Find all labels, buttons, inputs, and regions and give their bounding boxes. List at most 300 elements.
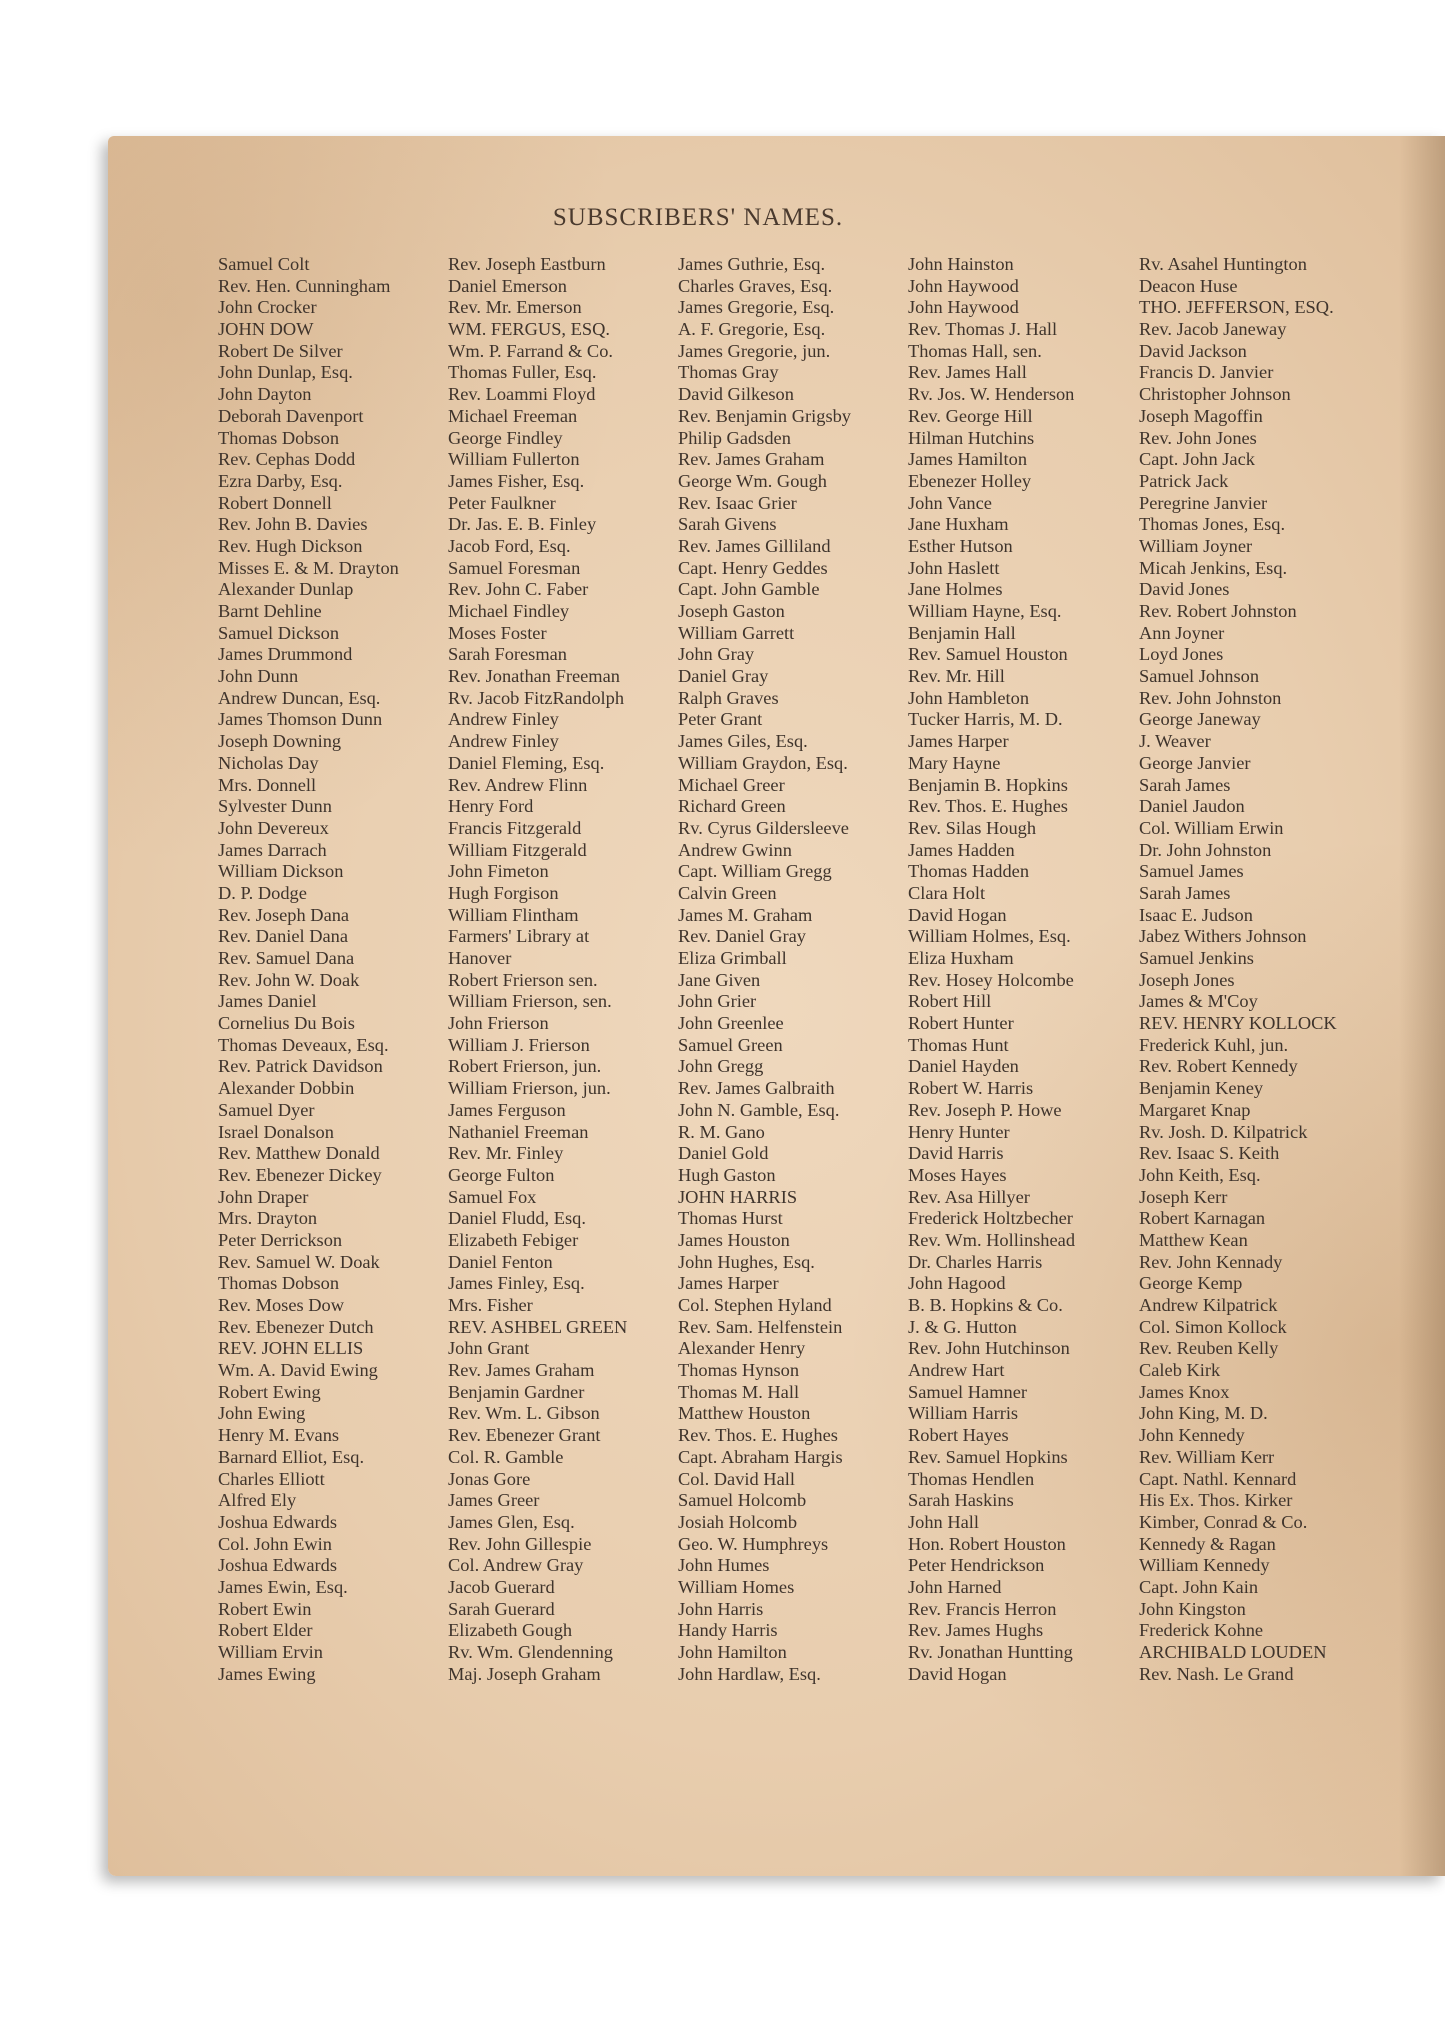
subscriber-name: Rev. Robert Johnston [1139, 601, 1297, 621]
subscriber-name: Samuel Colt [218, 254, 310, 274]
subscriber-name: Thomas Fuller, Esq. [448, 362, 597, 383]
subscriber-name: Rv. Asahel Huntington [1139, 254, 1307, 274]
subscriber-name: Sarah Guerard [448, 1598, 555, 1619]
subscriber-name: Andrew Finley [448, 731, 559, 752]
subscriber-name: Peregrine Janvier [1139, 492, 1268, 513]
subscriber-name: John N. Gamble, Esq. [678, 1099, 840, 1120]
subscriber-name: Sarah James [1139, 882, 1231, 903]
subscriber-name: John Ewing [218, 1403, 306, 1424]
subscriber-name: Rev. John Jones [1139, 427, 1257, 448]
subscriber-name: Rev. Samuel Houston [908, 644, 1068, 665]
subscriber-name: Frederick Holtzbecher [908, 1208, 1073, 1229]
subscriber-name: Samuel Green [678, 1034, 783, 1055]
subscriber-name: John Frierson [448, 1013, 549, 1034]
subscriber-name: JOHN DOW [218, 319, 314, 340]
subscriber-name: Daniel Fludd, Esq. [448, 1208, 586, 1229]
name-column-1 [218, 254, 450, 1685]
subscriber-name: Rev. James Graham [678, 449, 825, 470]
subscriber-name: John Vance [908, 492, 992, 513]
subscriber-name: Samuel Holcomb [678, 1490, 807, 1511]
subscriber-name: Col. Stephen Hyland [678, 1295, 832, 1315]
subscriber-name: Rev. Hugh Dickson [218, 535, 363, 556]
subscriber-name: Hugh Gaston [678, 1164, 776, 1185]
subscriber-name: James Ewing [218, 1663, 316, 1684]
subscriber-name: David Gilkeson [678, 384, 794, 405]
subscriber-name: Sylvester Dunn [218, 796, 332, 817]
subscriber-name: George Fulton [448, 1164, 555, 1185]
subscriber-name: Joseph Gaston [678, 601, 785, 621]
subscriber-name: William Dickson [218, 861, 344, 882]
subscriber-name: Thomas Hurst [678, 1208, 783, 1229]
subscriber-name: Joseph Kerr [1139, 1186, 1228, 1207]
subscriber-name: James Thomson Dunn [218, 709, 383, 730]
subscriber-name: Robert Frierson, jun. [448, 1056, 602, 1077]
subscriber-name: John Haywood [908, 297, 1019, 318]
subscriber-name: Mrs. Fisher [448, 1295, 533, 1315]
subscriber-name: Rev. Wm. L. Gibson [448, 1403, 600, 1424]
subscriber-name: Samuel Hamner [908, 1381, 1027, 1402]
subscriber-name: Jane Given [678, 969, 761, 990]
subscriber-name: Jabez Withers Johnson [1139, 926, 1307, 947]
subscriber-name: William Frierson, sen. [448, 991, 612, 1012]
subscriber-name: Eliza Grimball [678, 948, 787, 968]
subscriber-name: Frederick Kuhl, jun. [1139, 1034, 1289, 1055]
subscriber-name: John Hainston [908, 254, 1014, 274]
subscriber-name: Rev. Reuben Kelly [1139, 1338, 1279, 1359]
subscriber-name: Col. R. Gamble [448, 1446, 564, 1467]
subscriber-name: John Haywood [908, 275, 1019, 296]
subscriber-name: Rv. Jacob FitzRandolph [448, 687, 625, 708]
subscriber-name: Josiah Holcomb [678, 1511, 798, 1532]
subscriber-name: Alfred Ely [218, 1490, 297, 1511]
subscriber-name: WM. FERGUS, ESQ. [448, 319, 610, 340]
subscriber-name: Rev. John Johnston [1139, 687, 1282, 708]
subscriber-name: Eliza Huxham [908, 948, 1014, 968]
subscriber-name: Sarah Haskins [908, 1490, 1014, 1511]
subscriber-name: Rev. John Gillespie [448, 1533, 592, 1554]
subscriber-name: Benjamin Gardner [448, 1381, 585, 1402]
subscriber-name: Peter Faulkner [448, 492, 556, 513]
subscriber-name: Capt. Nathl. Kennard [1139, 1468, 1297, 1489]
subscriber-name: John Fimeton [448, 861, 549, 882]
name-column-5 [1139, 254, 1371, 1685]
subscriber-name: Rev. Mr. Hill [908, 666, 1005, 687]
subscriber-name: Wm. A. David Ewing [218, 1360, 378, 1381]
subscriber-name: George Kemp [1139, 1273, 1243, 1294]
subscriber-name: Rev. John Hutchinson [908, 1338, 1070, 1359]
subscriber-name: James Greer [448, 1490, 540, 1511]
subscriber-name: John Hagood [908, 1273, 1006, 1294]
subscriber-name: Rev. Joseph Eastburn [448, 254, 606, 274]
subscriber-name: William Garrett [678, 622, 795, 643]
subscriber-name: Israel Donalson [218, 1121, 334, 1142]
name-column-4 [908, 254, 1140, 1685]
subscriber-name: Rev. John W. Doak [218, 969, 360, 990]
subscriber-name: Andrew Duncan, Esq. [218, 687, 381, 708]
subscriber-name: Rev. James Gilliland [678, 535, 831, 556]
subscriber-name: Rv. Josh. D. Kilpatrick [1139, 1121, 1308, 1142]
subscriber-name: James Ferguson [448, 1099, 566, 1120]
subscriber-name: Hanover [448, 948, 512, 968]
subscriber-name: Matthew Kean [1139, 1229, 1248, 1250]
subscriber-name: Sarah Foresman [448, 644, 568, 665]
subscriber-name: Rev. Joseph Dana [218, 904, 350, 925]
subscriber-name: Joshua Edwards [218, 1555, 338, 1576]
subscriber-name: Francis Fitzgerald [448, 817, 582, 838]
subscriber-name: Caleb Kirk [1139, 1360, 1221, 1381]
subscriber-name: William Frierson, jun. [448, 1078, 611, 1099]
subscriber-name: Jonas Gore [448, 1468, 531, 1489]
subscriber-name: Robert Hunter [908, 1013, 1014, 1034]
subscriber-name: Rev. Benjamin Grigsby [678, 405, 851, 426]
subscriber-name: William Graydon, Esq. [678, 752, 848, 773]
subscriber-name: Robert Ewing [218, 1381, 321, 1402]
subscriber-name: Rev. Mr. Emerson [448, 297, 582, 318]
subscriber-name: Rev. Mr. Finley [448, 1143, 564, 1164]
subscriber-name: John Dunlap, Esq. [218, 362, 353, 383]
subscriber-name: Samuel James [1139, 861, 1244, 882]
subscriber-name: Dr. Jas. E. B. Finley [448, 514, 597, 535]
subscriber-name: William Flintham [448, 904, 579, 925]
subscriber-name: John Keith, Esq. [1139, 1164, 1261, 1185]
subscriber-name: Robert Elder [218, 1620, 313, 1641]
subscriber-name: William Joyner [1139, 535, 1253, 556]
subscriber-name: Jane Holmes [908, 579, 1003, 600]
subscriber-name: Rev. Thos. E. Hughes [908, 796, 1068, 817]
subscriber-name: David Hogan [908, 904, 1007, 925]
subscriber-name: Joseph Downing [218, 731, 342, 752]
subscriber-name: Rev. Thomas J. Hall [908, 319, 1058, 340]
subscriber-name: Alexander Henry [678, 1338, 806, 1359]
subscriber-name: John Hambleton [908, 687, 1030, 708]
subscriber-name: THO. JEFFERSON, ESQ. [1139, 297, 1334, 318]
subscriber-name: Robert Karnagan [1139, 1208, 1266, 1229]
subscriber-name: Col. Simon Kollock [1139, 1316, 1287, 1337]
subscriber-name: Henry Ford [448, 796, 534, 817]
subscriber-name: Robert W. Harris [908, 1078, 1034, 1099]
subscriber-name: Rev. Ebenezer Grant [448, 1425, 601, 1446]
subscriber-name: Robert Ewin [218, 1598, 312, 1619]
subscriber-name: B. B. Hopkins & Co. [908, 1295, 1063, 1315]
subscriber-name: Christopher Johnson [1139, 384, 1291, 405]
subscriber-name: Mrs. Donnell [218, 774, 317, 795]
subscriber-name: John Hughes, Esq. [678, 1251, 815, 1272]
subscriber-name: Deborah Davenport [218, 405, 364, 426]
subscriber-name: John Gregg [678, 1056, 764, 1077]
subscriber-name: Deacon Huse [1139, 275, 1238, 296]
subscriber-name: Jacob Ford, Esq. [448, 535, 571, 556]
subscriber-name: Thomas Hynson [678, 1360, 800, 1381]
subscriber-name: James Darrach [218, 839, 327, 860]
subscriber-name: George Janeway [1139, 709, 1261, 730]
subscriber-name: Misses E. & M. Drayton [218, 557, 399, 578]
subscriber-name: Andrew Hart [908, 1360, 1005, 1381]
subscriber-name: James Giles, Esq. [678, 731, 808, 752]
subscriber-name: Ralph Graves [678, 687, 779, 708]
subscriber-name: Charles Elliott [218, 1468, 325, 1489]
page-heading: SUBSCRIBERS' NAMES. [552, 204, 844, 231]
subscriber-name: Andrew Kilpatrick [1139, 1295, 1278, 1315]
subscriber-name: Barnard Elliot, Esq. [218, 1446, 365, 1467]
subscriber-name: Capt. John Gamble [678, 579, 820, 600]
subscriber-name: Rev. Cephas Dodd [218, 449, 356, 470]
subscriber-name: Daniel Jaudon [1139, 796, 1245, 817]
subscriber-name: Samuel Jenkins [1139, 948, 1254, 968]
subscriber-name: James Harper [678, 1273, 779, 1294]
subscriber-name: John Humes [678, 1555, 770, 1576]
subscriber-name: Benjamin B. Hopkins [908, 774, 1068, 795]
subscriber-name: David Jackson [1139, 340, 1247, 361]
subscriber-name: Rev. Joseph P. Howe [908, 1099, 1062, 1120]
subscriber-name: William Homes [678, 1576, 795, 1597]
subscriber-name: James Daniel [218, 991, 317, 1012]
subscriber-name: John Grant [448, 1338, 530, 1359]
subscriber-name: John Harned [908, 1576, 1002, 1597]
subscriber-name: Rev. Jacob Janeway [1139, 319, 1287, 340]
subscriber-name: William Hayne, Esq. [908, 601, 1062, 621]
subscriber-name: William J. Frierson [448, 1034, 590, 1055]
subscriber-name: Henry Hunter [908, 1121, 1010, 1142]
subscriber-name: John Dunn [218, 666, 299, 687]
subscriber-name: Thomas Gray [678, 362, 779, 383]
subscriber-name: Hon. Robert Houston [908, 1533, 1066, 1554]
subscriber-name: William Ervin [218, 1642, 323, 1662]
subscriber-name: Thomas Hendlen [908, 1468, 1035, 1489]
name-column-2 [448, 254, 680, 1685]
subscriber-name: Daniel Hayden [908, 1056, 1019, 1077]
subscriber-name: Rev. Isaac Grier [678, 492, 797, 513]
subscriber-name: James Ewin, Esq. [218, 1576, 348, 1597]
subscriber-name: Rev. Jonathan Freeman [448, 666, 620, 687]
subscriber-name: Rv. Cyrus Gildersleeve [678, 817, 849, 838]
subscriber-name: James Hadden [908, 839, 1015, 860]
subscriber-name: Rev. Moses Dow [218, 1295, 345, 1315]
subscriber-name: Thomas Hadden [908, 861, 1030, 882]
subscriber-name: William Fitzgerald [448, 839, 587, 860]
subscriber-name: John Greenlee [678, 1013, 784, 1034]
subscriber-name: Geo. W. Humphreys [678, 1533, 829, 1554]
subscriber-name: Peter Hendrickson [908, 1555, 1045, 1576]
subscriber-name: Cornelius Du Bois [218, 1013, 355, 1034]
subscriber-name: Daniel Fleming, Esq. [448, 752, 605, 773]
subscriber-name: Col. William Erwin [1139, 817, 1284, 838]
subscriber-name: Rev. Hen. Cunningham [218, 275, 391, 296]
subscriber-name: Rev. John C. Faber [448, 579, 589, 600]
subscriber-name: Matthew Houston [678, 1403, 811, 1424]
subscriber-name: Samuel Foresman [448, 557, 581, 578]
subscriber-name: James Houston [678, 1229, 790, 1250]
subscriber-name: Wm. P. Farrand & Co. [448, 340, 613, 361]
subscriber-name: Rv. Wm. Glendenning [448, 1642, 613, 1662]
page-edge-shading [1399, 136, 1445, 1876]
subscriber-name: Benjamin Keney [1139, 1078, 1264, 1099]
subscriber-name: Col. John Ewin [218, 1533, 332, 1554]
subscriber-name: Maj. Joseph Graham [448, 1663, 601, 1684]
subscriber-name: Michael Greer [678, 774, 785, 795]
subscriber-name: J. & G. Hutton [908, 1316, 1017, 1337]
subscriber-name: Dr. Charles Harris [908, 1251, 1043, 1272]
subscriber-name: Rev. Isaac S. Keith [1139, 1143, 1280, 1164]
subscriber-name: Philip Gadsden [678, 427, 791, 448]
subscriber-name: Andrew Finley [448, 709, 559, 730]
subscriber-name: Ezra Darby, Esq. [218, 470, 343, 491]
subscriber-name: Elizabeth Febiger [448, 1229, 579, 1250]
subscriber-name: Hugh Forgison [448, 882, 559, 903]
subscriber-name: John Draper [218, 1186, 309, 1207]
subscriber-name: John Harris [678, 1598, 764, 1619]
subscriber-name: Rev. Robert Kennedy [1139, 1056, 1298, 1077]
subscriber-name: Rev. James Hughs [908, 1620, 1044, 1641]
subscriber-name: Isaac E. Judson [1139, 904, 1253, 925]
subscriber-name: Kennedy & Ragan [1139, 1533, 1276, 1554]
subscriber-name: James Finley, Esq. [448, 1273, 585, 1294]
subscriber-name: Peter Derrickson [218, 1229, 343, 1250]
subscriber-name: Rv. Jos. W. Henderson [908, 384, 1075, 405]
subscriber-name: Thomas Hunt [908, 1034, 1009, 1055]
subscriber-name: Samuel Dyer [218, 1099, 315, 1120]
subscriber-name: John Kennedy [1139, 1425, 1245, 1446]
subscriber-name: John Hall [908, 1511, 980, 1532]
subscriber-name: Alexander Dunlap [218, 579, 354, 600]
subscriber-name: Rev. Hosey Holcombe [908, 969, 1074, 990]
subscriber-name: George Findley [448, 427, 563, 448]
subscriber-name: John Haslett [908, 557, 1000, 578]
subscriber-name: Rv. Jonathan Huntting [908, 1642, 1073, 1662]
subscriber-name: Rev. James Hall [908, 362, 1027, 383]
subscriber-name: Rev. James Galbraith [678, 1078, 835, 1099]
subscriber-name: James Gregorie, jun. [678, 340, 831, 361]
subscriber-name: David Jones [1139, 579, 1230, 600]
subscriber-name: Joseph Jones [1139, 969, 1235, 990]
subscriber-name: Joseph Magoffin [1139, 405, 1263, 426]
subscriber-name: Capt. John Kain [1139, 1576, 1259, 1597]
subscriber-name: Ebenezer Holley [908, 470, 1032, 491]
subscriber-name: J. Weaver [1139, 731, 1211, 752]
subscriber-name: Robert Donnell [218, 492, 332, 513]
subscriber-name: Rev. Francis Herron [908, 1598, 1057, 1619]
subscriber-name: Rev. Andrew Flinn [448, 774, 588, 795]
subscriber-name: John King, M. D. [1139, 1403, 1268, 1424]
subscriber-name: Thomas Hall, sen. [908, 340, 1042, 361]
subscriber-name: James M. Graham [678, 904, 813, 925]
subscriber-name: Rev. Silas Hough [908, 817, 1037, 838]
subscriber-name: Elizabeth Gough [448, 1620, 573, 1641]
subscriber-name: Rev. James Graham [448, 1360, 595, 1381]
subscriber-name: Frederick Kohne [1139, 1620, 1264, 1641]
subscriber-name: David Hogan [908, 1663, 1007, 1684]
subscriber-name: Capt. Abraham Hargis [678, 1446, 843, 1467]
subscriber-name: Samuel Fox [448, 1186, 537, 1207]
subscriber-name: Nicholas Day [218, 752, 319, 773]
subscriber-name: REV. JOHN ELLIS [218, 1338, 364, 1359]
subscriber-name: Joshua Edwards [218, 1511, 338, 1532]
subscriber-name: D. P. Dodge [218, 882, 307, 903]
subscriber-name: Rev. John Kennady [1139, 1251, 1283, 1272]
subscriber-name: Jacob Guerard [448, 1576, 555, 1597]
subscriber-name: James Hamilton [908, 449, 1028, 470]
subscriber-name: Ann Joyner [1139, 622, 1225, 643]
subscriber-name: Samuel Johnson [1139, 666, 1260, 687]
subscriber-name: Handy Harris [678, 1620, 778, 1641]
subscriber-name: Rev. John B. Davies [218, 514, 368, 535]
subscriber-name: Col. Andrew Gray [448, 1555, 584, 1576]
subscriber-name: Farmers' Library at [448, 926, 590, 947]
subscriber-name: John Gray [678, 644, 755, 665]
subscriber-name: Rev. George Hill [908, 405, 1033, 426]
subscriber-name: Andrew Gwinn [678, 839, 792, 860]
subscriber-name: Capt. John Jack [1139, 449, 1255, 470]
subscriber-name: Rev. Daniel Gray [678, 926, 807, 947]
subscriber-name: William Holmes, Esq. [908, 926, 1071, 947]
subscriber-name: Daniel Gold [678, 1143, 769, 1164]
subscriber-name: Henry M. Evans [218, 1425, 340, 1446]
subscriber-name: John Grier [678, 991, 757, 1012]
subscriber-name: Robert De Silver [218, 340, 343, 361]
subscriber-name: Michael Freeman [448, 405, 578, 426]
subscriber-name: Patrick Jack [1139, 470, 1229, 491]
subscriber-name: Rev. Thos. E. Hughes [678, 1425, 838, 1446]
subscriber-name: Robert Hill [908, 991, 992, 1012]
subscriber-name: John Devereux [218, 817, 329, 838]
book-page [108, 136, 1445, 1876]
subscriber-name: George Wm. Gough [678, 470, 827, 491]
subscriber-name: David Harris [908, 1143, 1004, 1164]
subscriber-name: ARCHIBALD LOUDEN [1139, 1642, 1327, 1662]
subscriber-name: John Kingston [1139, 1598, 1246, 1619]
subscriber-name: Charles Graves, Esq. [678, 275, 833, 296]
subscriber-name: R. M. Gano [678, 1121, 765, 1142]
subscriber-name: Barnt Dehline [218, 601, 322, 621]
subscriber-name: Rev. William Kerr [1139, 1446, 1275, 1467]
subscriber-name: Mary Hayne [908, 752, 1001, 773]
subscriber-name: Rev. Loammi Floyd [448, 384, 596, 405]
subscriber-name: James Glen, Esq. [448, 1511, 575, 1532]
subscriber-name: Capt. Henry Geddes [678, 557, 828, 578]
subscriber-name: Sarah Givens [678, 514, 777, 535]
subscriber-name: Robert Frierson sen. [448, 969, 598, 990]
subscriber-name: George Janvier [1139, 752, 1251, 773]
subscriber-name: Daniel Fenton [448, 1251, 553, 1272]
subscriber-name: Benjamin Hall [908, 622, 1016, 643]
subscriber-name: James Guthrie, Esq. [678, 254, 826, 274]
subscriber-name: Micah Jenkins, Esq. [1139, 557, 1288, 578]
subscriber-name: Richard Green [678, 796, 786, 817]
subscriber-name: REV. ASHBEL GREEN [448, 1316, 628, 1337]
subscriber-name: Rev. Samuel Hopkins [908, 1446, 1068, 1467]
subscriber-name: James Gregorie, Esq. [678, 297, 835, 318]
subscriber-name: Thomas M. Hall [678, 1381, 800, 1402]
subscriber-name: Mrs. Drayton [218, 1208, 318, 1229]
subscriber-name: Alexander Dobbin [218, 1078, 355, 1099]
subscriber-name: Robert Hayes [908, 1425, 1009, 1446]
subscriber-name: Rev. Patrick Davidson [218, 1056, 383, 1077]
subscriber-name: Kimber, Conrad & Co. [1139, 1511, 1308, 1532]
subscriber-name: Rev. Samuel W. Doak [218, 1251, 380, 1272]
subscriber-name: Rev. Ebenezer Dutch [218, 1316, 374, 1337]
subscriber-name: Francis D. Janvier [1139, 362, 1274, 383]
subscriber-name: Dr. John Johnston [1139, 839, 1272, 860]
subscriber-name: Col. David Hall [678, 1468, 795, 1489]
subscriber-name: Daniel Emerson [448, 275, 567, 296]
subscriber-name: Thomas Dobson [218, 1273, 340, 1294]
subscriber-name: Moses Hayes [908, 1164, 1007, 1185]
subscriber-name: Moses Foster [448, 622, 547, 643]
subscriber-name: William Kennedy [1139, 1555, 1270, 1576]
subscriber-name: REV. HENRY KOLLOCK [1139, 1013, 1337, 1034]
subscriber-name: Thomas Dobson [218, 427, 340, 448]
subscriber-name: Loyd Jones [1139, 644, 1224, 665]
subscriber-name: Rev. Nash. Le Grand [1139, 1663, 1294, 1684]
